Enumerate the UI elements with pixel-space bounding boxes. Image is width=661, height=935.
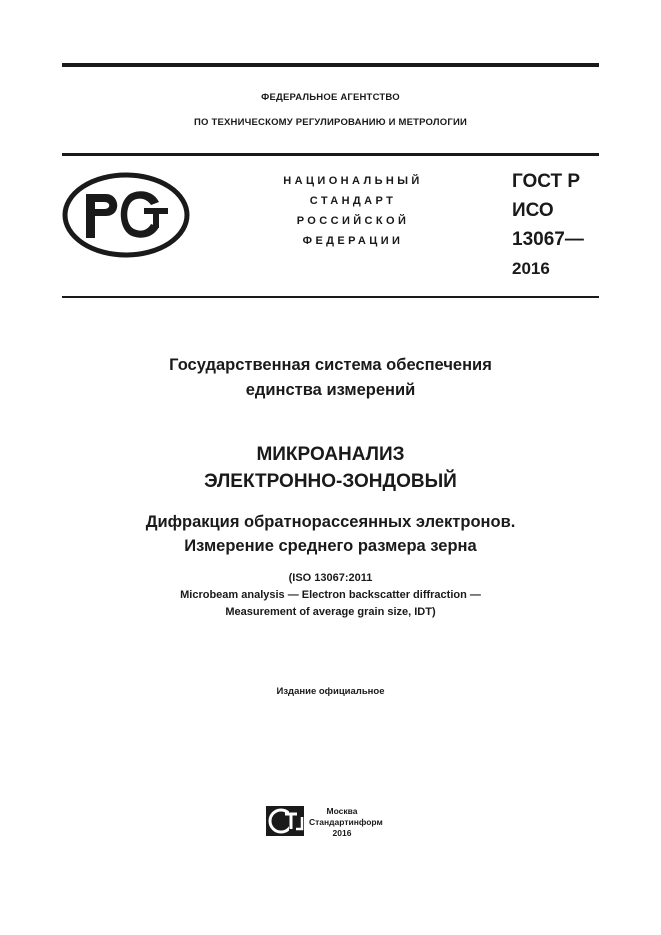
designation-line-3: 13067— [512,229,584,250]
publisher-year: 2016 [332,828,352,838]
national-standard-line-1: НАЦИОНАЛЬНЫЙ [283,175,423,187]
national-standard-line-2: СТАНДАРТ [309,195,397,207]
designation-line-1: ГОСТ Р [512,171,581,192]
system-title [62,353,599,403]
designation-line-4: 2016 [512,259,550,278]
subtitle-line-1: Дифракция обратнорассеянных электронов. [145,513,516,531]
national-standard-label [248,171,458,251]
system-line-2: единства измерений [245,381,416,399]
national-standard-line-3: РОССИЙСКОЙ [296,215,410,227]
publisher-info [309,806,383,839]
system-line-1: Государственная система обеспечения [169,356,492,374]
document-title [62,441,599,495]
bottom-rule [62,296,599,298]
publisher-city: Москва [326,806,358,816]
subtitle-line-2: Измерение среднего размера зерна [184,537,477,555]
standard-designation [512,167,584,283]
title-line-2: ЭЛЕКТРОННО-ЗОНДОВЫЙ [204,471,457,492]
document-subtitle [62,510,599,558]
iso-line-2: Microbeam analysis — Electron backscatter diffraction — [180,589,481,601]
edition-label: Издание официальное [276,686,385,697]
agency-line-2: ПО ТЕХНИЧЕСКОМУ РЕГУЛИРОВАНИЮ И МЕТРОЛОГИИ [194,117,467,128]
iso-reference [62,570,599,621]
standartinform-logo-icon [265,805,305,837]
iso-line-3: Measurement of average grain size, IDT) [225,606,436,618]
middle-rule [62,153,599,156]
rst-logo-icon [62,172,190,258]
national-standard-line-4: ФЕДЕРАЦИИ [302,235,404,247]
iso-line-1: (ISO 13067:2011 [288,572,373,584]
top-rule [62,63,599,67]
title-line-1: МИКРОАНАЛИЗ [256,444,405,465]
agency-line-1: ФЕДЕРАЛЬНОЕ АГЕНТСТВО [261,92,400,103]
publisher-name: Стандартинформ [309,817,383,827]
designation-line-2: ИСО [512,200,554,221]
